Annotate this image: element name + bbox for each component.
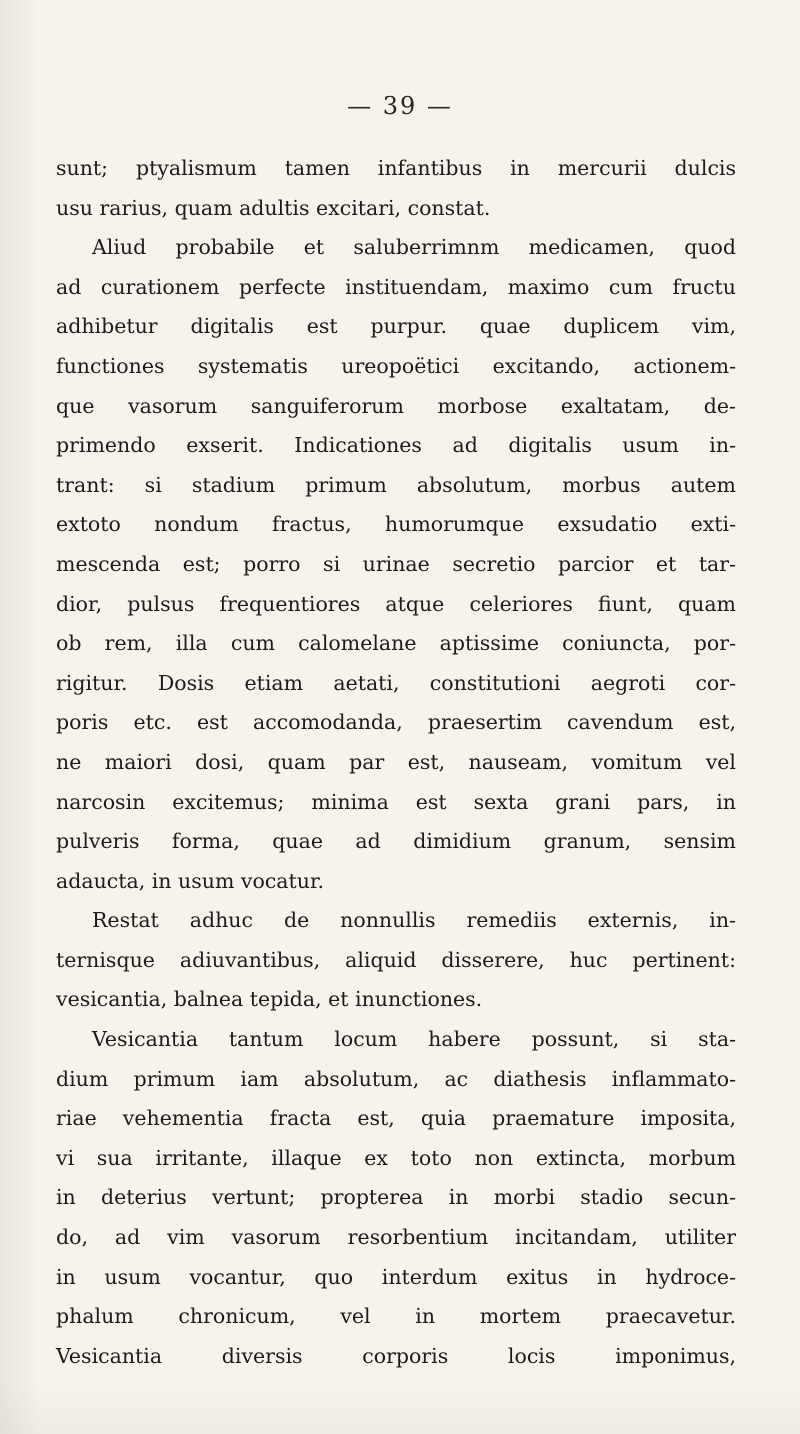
body-text — [56, 149, 736, 1376]
text-line: ternisque adiuvantibus, aliquid disserere, huc pertinent: — [56, 947, 736, 972]
text-line: ad curationem perfecte instituendam, maximo cum fructu — [56, 274, 736, 299]
text-line: do, ad vim vasorum resorbentium incitandam, utiliter — [56, 1225, 736, 1250]
text-line: riae vehementia fracta est, quia praemature imposita, — [56, 1106, 736, 1131]
text-line: ob rem, illa cum calomelane aptissime coniuncta, por- — [56, 631, 736, 656]
text-line: Vesicantia diversis corporis locis imponimus, — [56, 1343, 736, 1368]
text-line: extoto nondum fractus, humorumque exsudatio exti- — [56, 512, 736, 537]
text-line: usu rarius, quam adultis excitari, constat. — [56, 195, 491, 220]
text-line: Aliud probabile et saluberrimnm medicamen, quod — [92, 235, 736, 260]
text-line: vi sua irritante, illaque ex toto non extincta, morbum — [56, 1145, 736, 1170]
page-number: — 39 — — [347, 92, 453, 120]
text-line: primendo exserit. Indicationes ad digitalis usum in- — [56, 433, 736, 458]
text-line: dior, pulsus frequentiores atque celeriores fiunt, quam — [56, 591, 736, 616]
text-line: Vesicantia tantum locum habere possunt, si sta- — [92, 1027, 736, 1052]
text-line: phalum chronicum, vel in mortem praecavetur. — [56, 1304, 736, 1329]
text-line: in deterius vertunt; propterea in morbi stadio secun- — [56, 1185, 736, 1210]
text-line: poris etc. est accomodanda, praesertim cavendum est, — [56, 710, 736, 735]
text-line: trant: si stadium primum absolutum, morbus autem — [56, 472, 736, 497]
text-line: mescenda est; porro si urinae secretio parcior et tar- — [56, 551, 736, 576]
text-line: in usum vocantur, quo interdum exitus in hydroce- — [56, 1264, 736, 1289]
text-line: adaucta, in usum vocatur. — [56, 868, 325, 893]
text-line: rigitur. Dosis etiam aetati, constitutioni aegroti cor- — [56, 670, 736, 695]
text-line: Restat adhuc de nonnullis remediis externis, in- — [92, 908, 736, 933]
text-line: dium primum iam absolutum, ac diathesis inflammato- — [56, 1066, 736, 1091]
text-line: functiones systematis ureopoëtici excitando, actionem- — [56, 353, 736, 378]
text-line: vesicantia, balnea tepida, et inunctiones. — [56, 987, 483, 1012]
text-line: pulveris forma, quae ad dimidium granum, sensim — [56, 829, 736, 854]
text-line: ne maiori dosi, quam par est, nauseam, vomitum vel — [56, 749, 736, 774]
text-line: adhibetur digitalis est purpur. quae duplicem vim, — [56, 314, 736, 339]
text-line: sunt; ptyalismum tamen infantibus in mercurii dulcis — [56, 156, 736, 180]
text-line: que vasorum sanguiferorum morbose exaltatam, de- — [56, 393, 736, 418]
text-line: narcosin excitemus; minima est sexta grani pars, in — [56, 789, 736, 814]
